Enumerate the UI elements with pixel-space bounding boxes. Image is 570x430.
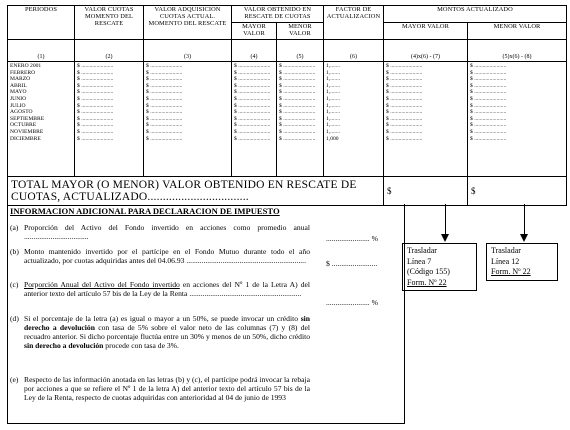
amount-field[interactable]: $ ....................... bbox=[234, 135, 271, 142]
col-num-3: (3) bbox=[144, 40, 232, 62]
factor-value: 1,....... bbox=[326, 89, 340, 96]
item-label: (a) bbox=[10, 223, 19, 232]
amount-field[interactable]: $ ....................... bbox=[234, 63, 271, 69]
amount-field[interactable]: $ ....................... bbox=[77, 115, 114, 122]
amount-field[interactable]: $ ....................... bbox=[386, 135, 423, 142]
col-num-7: (4)x(6) - (7) bbox=[384, 40, 468, 62]
amount-field[interactable]: $ ....................... bbox=[234, 82, 271, 89]
amount-field[interactable]: $ ....................... bbox=[386, 76, 423, 83]
amount-field[interactable]: $ ....................... bbox=[279, 69, 316, 76]
amount-field[interactable]: $ ....................... bbox=[146, 109, 183, 116]
item-text: en acciones del Nº 1 de la Letra A) del anterior texto del artículo 57 bis de la Ley de la Renta ........................................................... bbox=[24, 280, 311, 298]
factor-value: 1,....... bbox=[326, 95, 340, 102]
valor-cuotas-column[interactable] bbox=[75, 62, 144, 177]
amount-field[interactable]: $ ....................... bbox=[279, 128, 316, 135]
mayor-valor-column[interactable] bbox=[232, 62, 277, 177]
factor-value: 1,....... bbox=[326, 128, 340, 135]
header-monto-mayor: MAYOR VALOR bbox=[384, 23, 468, 40]
amount-field[interactable]: $ ....................... bbox=[470, 63, 507, 69]
item-label: (b) bbox=[10, 247, 19, 256]
item-text-underlined: Porporción Anual del Activo del Fondo invertido bbox=[24, 280, 180, 289]
box-line: Línea 7 bbox=[407, 256, 432, 266]
trasladar-linea-12-box bbox=[486, 243, 558, 281]
amount-field[interactable]: $ ....................... bbox=[146, 82, 183, 89]
month-label: ABRIL bbox=[10, 82, 27, 89]
info-section bbox=[7, 204, 405, 424]
amount-field[interactable]: $ ....................... bbox=[77, 102, 114, 109]
month-label: JUNIO bbox=[10, 95, 27, 102]
amount-field[interactable]: $ ....................... bbox=[279, 109, 316, 116]
amount-field[interactable]: $ ....................... bbox=[77, 128, 114, 135]
amount-field[interactable]: $ ....................... bbox=[146, 135, 183, 142]
arrow-line-mayor bbox=[445, 204, 446, 234]
box-line: Trasladar bbox=[491, 246, 521, 255]
monto-mayor-column[interactable] bbox=[384, 62, 468, 177]
amount-field[interactable]: $ ....................... bbox=[279, 102, 316, 109]
amount-field[interactable]: $ ....................... bbox=[146, 76, 183, 83]
box-line: Línea 12 bbox=[491, 256, 520, 266]
col-num-6: (6) bbox=[324, 40, 384, 62]
amount-field[interactable]: $ ....................... bbox=[146, 115, 183, 122]
valor-adquisicion-column[interactable] bbox=[144, 62, 232, 177]
amount-field[interactable]: $ ....................... bbox=[386, 115, 423, 122]
amount-field[interactable]: $ ....................... bbox=[279, 95, 316, 102]
amount-field[interactable]: $ ....................... bbox=[386, 82, 423, 89]
header-mayor-valor: MAYOR VALOR bbox=[232, 23, 277, 40]
amount-field[interactable]: $ ....................... bbox=[470, 82, 507, 89]
box-line: Trasladar bbox=[407, 246, 437, 255]
amount-field[interactable]: $ ....................... bbox=[386, 89, 423, 96]
amount-field[interactable]: $ ....................... bbox=[234, 122, 271, 129]
rescate-table bbox=[7, 5, 567, 206]
amount-field[interactable]: $ ....................... bbox=[386, 63, 423, 69]
header-valor-cuotas: VALOR CUOTAS MOMENTO DEL RESCATE bbox=[75, 6, 144, 40]
amount-field[interactable]: $ ....................... bbox=[77, 69, 114, 76]
header-monto-menor: MENOR VALOR bbox=[468, 23, 567, 40]
item-b-answer[interactable]: $ ........................ bbox=[326, 259, 378, 268]
amount-field[interactable]: $ ....................... bbox=[234, 109, 271, 116]
amount-field[interactable]: $ ....................... bbox=[146, 69, 183, 76]
factor-value: 1,....... bbox=[326, 102, 340, 109]
amount-field[interactable]: $ ....................... bbox=[234, 102, 271, 109]
monto-menor-column[interactable] bbox=[468, 62, 567, 177]
menor-valor-column[interactable] bbox=[277, 62, 324, 177]
amount-field[interactable]: $ ....................... bbox=[146, 95, 183, 102]
item-label: (c) bbox=[10, 280, 19, 289]
month-label: NOVIEMBRE bbox=[10, 128, 44, 135]
header-menor-valor: MENOR VALOR bbox=[277, 23, 324, 40]
amount-field[interactable]: $ ....................... bbox=[146, 102, 183, 109]
amount-field[interactable]: $ ....................... bbox=[146, 122, 183, 129]
amount-field[interactable]: $ ....................... bbox=[386, 95, 423, 102]
box-line: (Código 155) bbox=[407, 267, 450, 276]
amount-field[interactable]: $ ....................... bbox=[279, 122, 316, 129]
factor-value: 1,....... bbox=[326, 82, 340, 89]
box-line: Form. Nº 22 bbox=[407, 277, 447, 287]
factor-value: 1,....... bbox=[326, 69, 340, 76]
arrow-down-icon bbox=[520, 234, 528, 242]
amount-field[interactable]: $ ....................... bbox=[470, 128, 507, 135]
amount-field[interactable]: $ ....................... bbox=[279, 89, 316, 96]
factor-column[interactable] bbox=[324, 62, 384, 177]
amount-field[interactable]: $ ....................... bbox=[386, 122, 423, 129]
header-valor-adquisicion: VALOR ADQUISICION CUOTAS ACTUAL. MOMENTO DEL RESCATE bbox=[144, 6, 232, 40]
item-text: Respecto de las información anotada en las letras (b) y (c), el partícipe podrá invocar la rebaja por acciones a que se refiere el Nº 1 de la letra A) del anterior texto del artículo 57 bis de la Ley de la Renta, respecto de cuotas adquiridas con anterioridad al 04 de junio de 1993 bbox=[24, 375, 310, 402]
amount-field[interactable]: $ ....................... bbox=[77, 82, 114, 89]
amount-field[interactable]: $ ....................... bbox=[234, 89, 271, 96]
item-text: Si el porcentaje de la letra (a) es igual o mayor a un 50%, se puede invocar un crédito bbox=[24, 314, 301, 323]
header-valor-obtenido: VALOR OBTENIDO EN RESCATE DE CUOTAS bbox=[232, 6, 324, 23]
total-mayor-field[interactable]: $ bbox=[384, 177, 468, 206]
item-label: (d) bbox=[10, 314, 19, 323]
col-num-5: (5) bbox=[277, 40, 324, 62]
col-num-8: (5)x(6) - (8) bbox=[468, 40, 567, 62]
amount-field[interactable]: $ ....................... bbox=[470, 135, 507, 142]
item-text: con tasa de 5% sobre el valor neto de las columnas (7) y (8) del recuadro anterior. Si dicho porcentaje fluctúa entre un 30% y menos de un 50%, dicho crédito bbox=[24, 323, 311, 341]
amount-field[interactable]: $ ....................... bbox=[279, 63, 316, 69]
amount-field[interactable]: $ ....................... bbox=[386, 109, 423, 116]
amount-field[interactable]: $ ....................... bbox=[234, 76, 271, 83]
header-factor: FACTOR DE ACTUALIZACION bbox=[324, 6, 384, 40]
factor-value: 1,....... bbox=[326, 115, 340, 122]
amount-field[interactable]: $ ....................... bbox=[279, 135, 316, 142]
arrow-line-menor bbox=[524, 204, 525, 234]
total-label: TOTAL MAYOR (O MENOR) VALOR OBTENIDO EN RESCATE DE CUOTAS, ACTUALIZADO................................. bbox=[8, 177, 384, 206]
amount-field[interactable]: $ ....................... bbox=[77, 89, 114, 96]
amount-field[interactable]: $ ....................... bbox=[234, 69, 271, 76]
amount-field[interactable]: $ ....................... bbox=[470, 76, 507, 83]
month-label: SEPTIEMBRE bbox=[10, 115, 45, 122]
header-montos: MONTOS ACTUALIZADO bbox=[384, 6, 567, 23]
month-label: FEBRERO bbox=[10, 69, 36, 76]
col-num-1: (1) bbox=[8, 40, 75, 62]
amount-field[interactable]: $ ....................... bbox=[146, 89, 183, 96]
month-label: ENERO 2001 bbox=[10, 63, 42, 69]
amount-field[interactable]: $ ....................... bbox=[470, 95, 507, 102]
amount-field[interactable]: $ ....................... bbox=[234, 115, 271, 122]
item-text: procede con tasa de 3%. bbox=[103, 341, 179, 350]
trasladar-linea-7-box bbox=[402, 243, 477, 291]
amount-field[interactable]: $ ....................... bbox=[234, 95, 271, 102]
col-num-2: (2) bbox=[75, 40, 144, 62]
col-num-4: (4) bbox=[232, 40, 277, 62]
amount-field[interactable]: $ ....................... bbox=[279, 115, 316, 122]
amount-field[interactable]: $ ....................... bbox=[77, 135, 114, 142]
item-c-answer[interactable]: ....................... % bbox=[326, 298, 378, 307]
amount-field[interactable]: $ ....................... bbox=[386, 69, 423, 76]
amount-field[interactable]: $ ....................... bbox=[77, 109, 114, 116]
item-bold-text: sin derecho a devolución bbox=[24, 314, 310, 332]
amount-field[interactable]: $ ....................... bbox=[279, 76, 316, 83]
amount-field[interactable]: $ ....................... bbox=[470, 102, 507, 109]
amount-field[interactable]: $ ....................... bbox=[77, 76, 114, 83]
month-label: MARZO bbox=[10, 76, 31, 83]
info-title: INFORMACION ADICIONAL PARA DECLARACION DE IMPUESTO bbox=[10, 206, 280, 216]
amount-field[interactable]: $ ....................... bbox=[470, 69, 507, 76]
month-label: MAYO bbox=[10, 89, 27, 96]
item-text: Monto mantenido invertido por el partícipe en el Fondo Mutuo durante todo el año actualizado, por cuotas adquiridas antes del 04.06.93 ............................................................... bbox=[24, 247, 310, 265]
box-line: Form. Nº 22 bbox=[491, 267, 531, 276]
item-text: Proporción del Activo del Fondo invertido en acciones como promedio anual .................................. bbox=[24, 223, 310, 241]
item-a-answer[interactable]: ....................... % bbox=[326, 234, 378, 243]
header-periodos: PERIODOS bbox=[8, 6, 75, 40]
amount-field[interactable]: $ ....................... bbox=[146, 128, 183, 135]
amount-field[interactable]: $ ....................... bbox=[470, 89, 507, 96]
factor-value: 1,....... bbox=[326, 109, 340, 116]
amount-field[interactable]: $ ....................... bbox=[470, 115, 507, 122]
item-bold-text: sin derecho a devolución bbox=[24, 341, 104, 350]
arrow-down-icon bbox=[441, 234, 449, 242]
months-column bbox=[8, 62, 75, 177]
amount-field[interactable]: $ ....................... bbox=[470, 122, 507, 129]
amount-field[interactable]: $ ....................... bbox=[386, 128, 423, 135]
factor-value: 1,....... bbox=[326, 76, 340, 83]
amount-field[interactable]: $ ....................... bbox=[470, 109, 507, 116]
amount-field[interactable]: $ ....................... bbox=[77, 63, 114, 69]
amount-field[interactable]: $ ....................... bbox=[234, 128, 271, 135]
month-label: DICIEMBRE bbox=[10, 135, 41, 142]
factor-value: 1,000 bbox=[326, 135, 339, 142]
amount-field[interactable]: $ ....................... bbox=[77, 122, 114, 129]
total-menor-field[interactable]: $ bbox=[468, 177, 567, 206]
month-label: AGOSTO bbox=[10, 109, 33, 116]
amount-field[interactable]: $ ....................... bbox=[146, 63, 183, 69]
amount-field[interactable]: $ ....................... bbox=[77, 95, 114, 102]
month-label: OCTUBRE bbox=[10, 122, 37, 129]
item-label: (e) bbox=[10, 375, 19, 384]
factor-value: 1,....... bbox=[326, 122, 340, 129]
factor-value: 1,....... bbox=[326, 63, 340, 69]
amount-field[interactable]: $ ....................... bbox=[279, 82, 316, 89]
month-label: JULIO bbox=[10, 102, 26, 109]
amount-field[interactable]: $ ....................... bbox=[386, 102, 423, 109]
